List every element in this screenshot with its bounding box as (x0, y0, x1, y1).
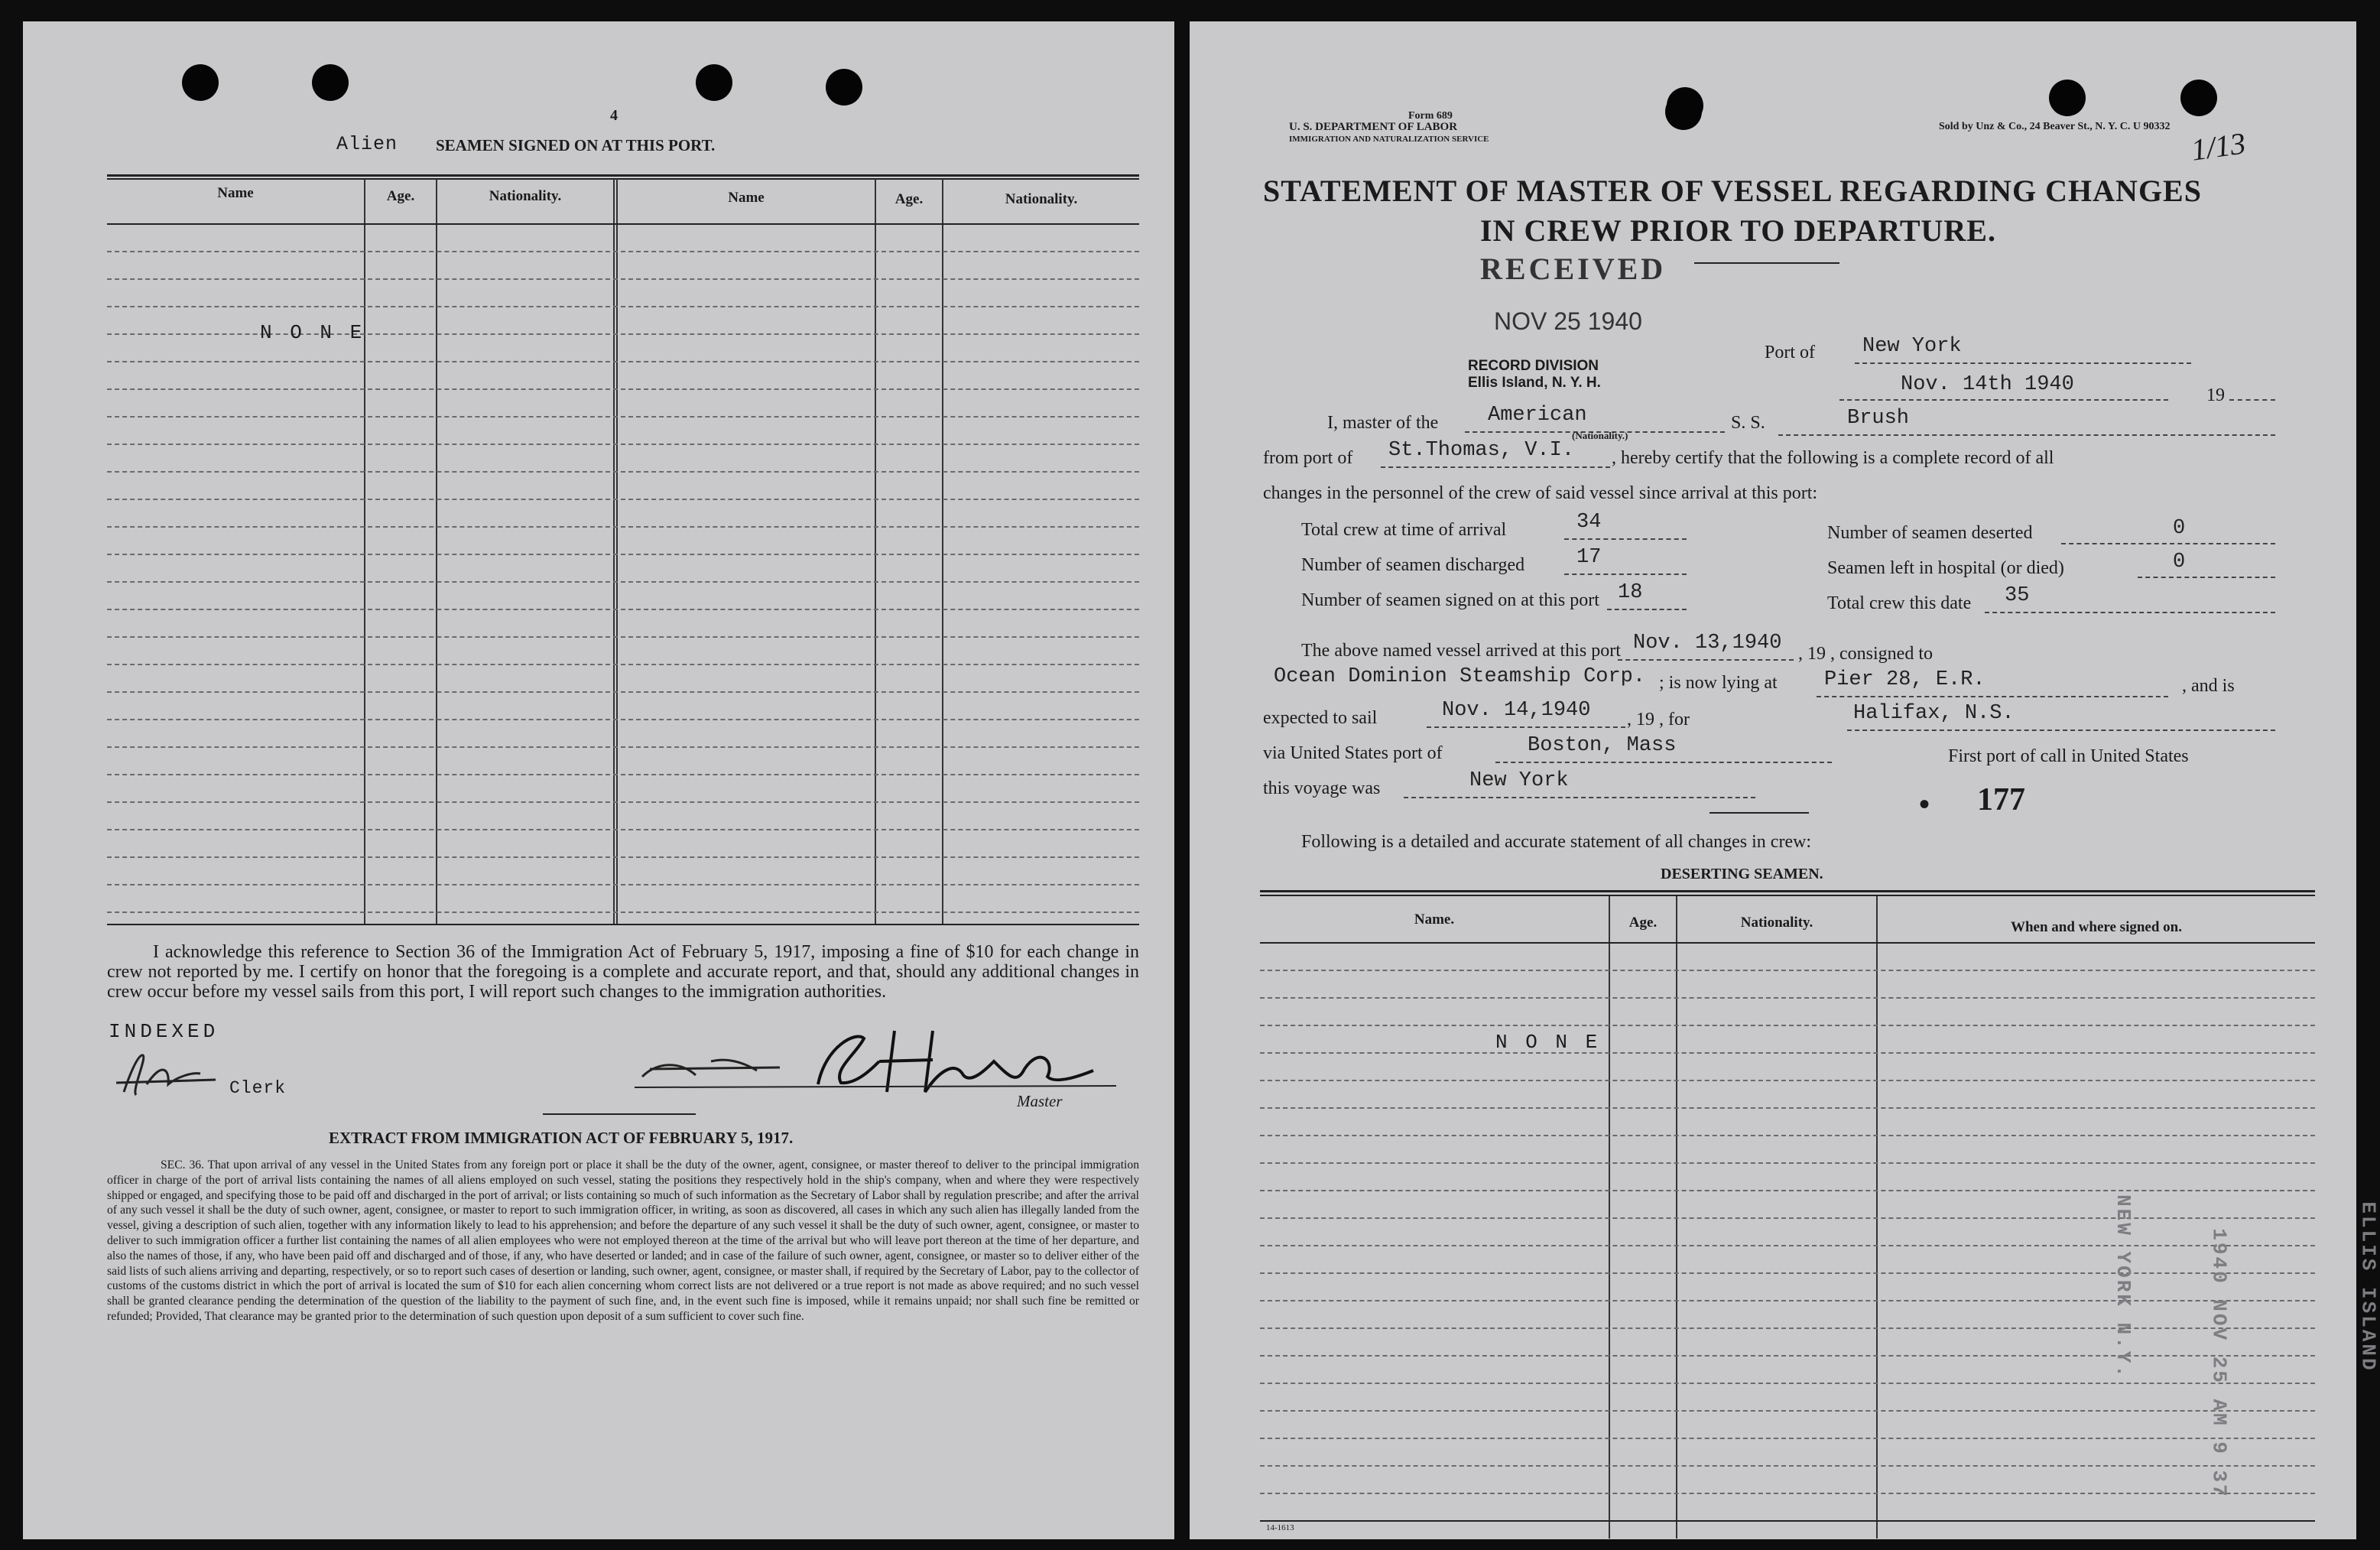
punch-hole (312, 64, 349, 101)
entry-none: N O N E (260, 321, 365, 344)
stamp-ellis-island: ELLIS ISLAND (2356, 1201, 2380, 1373)
port-of-label: Port of (1765, 343, 1815, 362)
col-header-age: Age. (386, 188, 415, 204)
col-header-name: Name (728, 190, 765, 206)
stat-label-deserted: Number of seamen deserted (1827, 523, 2033, 543)
stamp-new-york: NEW YORK N.Y. (2111, 1194, 2135, 1379)
stamp-date: 1940 NOV 25 AM 9 37 (2207, 1228, 2231, 1499)
handwritten-mark: 1/13 (2189, 125, 2248, 167)
stat-label-total: Total crew this date (1827, 593, 1972, 613)
extract-text: SEC. 36. That upon arrival of any vessel in the United States from any foreign port or place it shall be the duty of the owner, agent, consignee, or master thereof to deliver to the principal immigration officer in charge of the port of arrival lists containing the names of all aliens employed on such vessel, stating the positions they respectively hold in the ship's company, when and where they were respectively shipped or engaged, and specifying those to be paid off and discharged in the port of arrival; or lists containing so much of such information as the Secretary of Labor shall by regulation prescribe; and after the arrival of any such vessel it shall be the duty of such owner, agent, consignee, or master to report to such immigration officer, in writing, as soon as discovered, all cases in which any such alien has illegally landed from the vessel, giving a description of such alien, together with any information likely to lead to his apprehension; and before the departure of any such vessel it shall be the duty of such owner, agent, consignee, or master to deliver to such immigration officer a further list containing the names of all alien employees who were not employed thereon at the time of the arrival but who will leave port thereon at the time of her departure, and also the names of those, if any, who have been paid off and discharged and of those, if any, who have deserted or landed; and in case of the failure of such owner, agent, consignee, or master so to deliver either of the said lists of such aliens arriving and departing, respectively, or so to report such cases of desertion or landing, such owner, agent, consignee, or master shall, if required by the Secretary of Labor, pay to the collector of customs of the customs district in which the port of arrival is located the sum of $10 for each alien concerning whom correct lists are not delivered or a true report is not made as above required; and no such vessel shall be granted clearance pending the determination of the question of the liability to the payment of such fine, and, in the event such fine is imposed, while it remains unpaid; nor shall such fine be remitted or refunded; Provided, That clearance may be granted prior to the determination of such question upon deposit of a sum sufficient to cover such fine. (107, 1158, 1139, 1323)
master-signature (627, 1015, 1147, 1107)
serial-dot: • (1919, 787, 1930, 821)
punch-hole (2049, 80, 2086, 116)
seller-label: Sold by Unz & Co., 24 Beaver St., N. Y. C. U 90332 (1939, 121, 2171, 132)
col-header-name: Name. (1414, 911, 1455, 928)
clerk-label: Clerk (229, 1078, 287, 1098)
entry-none: N O N E (1495, 1031, 1601, 1054)
nationality-caption: (Nationality.) (1572, 430, 1628, 441)
from-port-label: from port of (1263, 448, 1353, 468)
stat-label-hospital: Seamen left in hospital (or died) (1827, 558, 2064, 578)
indexed-label: INDEXED (109, 1020, 219, 1043)
and-is-label: , and is (2182, 676, 2235, 696)
following-text: Following is a detailed and accurate statement of all changes in crew: (1301, 832, 1812, 852)
form-title-line2: IN CREW PRIOR TO DEPARTURE. (1480, 213, 1996, 248)
stat-label-signed-on: Number of seamen signed on at this port (1301, 590, 1599, 610)
punch-hole (826, 69, 862, 106)
date-suffix: 19 (2206, 385, 2225, 405)
consignee-value: Ocean Dominion Steamship Corp. (1274, 665, 1646, 688)
acknowledgment-text: I acknowledge this reference to Section 36 of the Immigration Act of February 5, 1917, imposing a fine of $10 for each change in crew not reported by me. I certify on honor that the foregoing is a complete and accurate report, and that, should any additional changes in crew occur before my vessel sails from this port, I will report such changes to the immigration authorities. (107, 942, 1139, 1002)
master-of-the-label: I, master of the (1327, 413, 1439, 433)
col-header-nationality: Nationality. (1005, 191, 1078, 207)
ss-value: Brush (1847, 407, 1910, 430)
col-header-age: Age. (1628, 915, 1658, 931)
stat-value-arrival: 34 (1576, 511, 1602, 534)
master-label: Master (1017, 1092, 1063, 1110)
footer-code: 14-1613 (1266, 1523, 1294, 1532)
via-value: Boston, Mass (1528, 734, 1677, 757)
lying-label: ; is now lying at (1659, 673, 1778, 693)
nationality-value: American (1488, 404, 1587, 427)
punch-hole (182, 64, 219, 101)
date-value: Nov. 14th 1940 (1901, 373, 2074, 396)
serial-number: 177 (1977, 782, 2025, 817)
received-date: NOV 25 1940 (1494, 307, 1642, 335)
lying-value: Pier 28, E.R. (1824, 668, 1985, 691)
record-division: RECORD DIVISION (1468, 358, 1599, 374)
ellis-island-label: Ellis Island, N. Y. H. (1468, 375, 1601, 391)
expected-label: expected to sail (1263, 708, 1378, 728)
col-header-nationality: Nationality. (1740, 915, 1813, 931)
stat-value-signed-on: 18 (1618, 581, 1643, 604)
form-title-line1: STATEMENT OF MASTER OF VESSEL REGARDING CHANGES (1263, 174, 2202, 208)
voyage-label: this voyage was (1263, 778, 1381, 798)
stat-value-hospital: 0 (2173, 551, 2186, 574)
consigned-label: , 19 , consigned to (1798, 644, 1933, 664)
col-header-nationality: Nationality. (489, 188, 562, 204)
alien-label: Alien (336, 133, 398, 155)
punch-hole (1665, 93, 1702, 130)
department-label: U. S. DEPARTMENT OF LABOR (1289, 121, 1458, 133)
certify-text-2: changes in the personnel of the crew of said vessel since arrival at this port: (1263, 483, 1818, 503)
extract-title: EXTRACT FROM IMMIGRATION ACT OF FEBRUARY 5, 1917. (329, 1129, 794, 1147)
form-number: Form 689 (1408, 110, 1453, 122)
via-label: via United States port of (1263, 743, 1443, 763)
first-port-label: First port of call in United States (1948, 746, 2189, 766)
stat-label-arrival: Total crew at time of arrival (1301, 520, 1507, 540)
from-port-value: St.Thomas, V.I. (1388, 439, 1575, 462)
voyage-value: New York (1469, 769, 1569, 792)
clerk-initials-signature (109, 1046, 261, 1107)
for-label: , 19 , for (1627, 710, 1690, 730)
col-header-age: Age. (895, 191, 924, 207)
right-page (1190, 21, 2380, 1539)
ss-label: S. S. (1731, 413, 1765, 433)
certify-text: , hereby certify that the following is a complete record of all (1612, 448, 2054, 468)
page-number: 4 (610, 107, 618, 124)
col-header-name: Name (217, 185, 254, 201)
stat-label-discharged: Number of seamen discharged (1301, 555, 1525, 575)
for-value: Halifax, N.S. (1853, 702, 2015, 725)
received-stamp: RECEIVED (1480, 252, 1667, 286)
port-of-value: New York (1862, 335, 1962, 358)
stat-value-total: 35 (2005, 584, 2030, 607)
stat-value-deserted: 0 (2173, 517, 2186, 540)
col-header-when-where: When and where signed on. (2010, 919, 2182, 935)
punch-hole (696, 64, 732, 101)
section-title: SEAMEN SIGNED ON AT THIS PORT. (436, 136, 716, 154)
deserting-title: DESERTING SEAMEN. (1661, 866, 1823, 882)
expected-value: Nov. 14,1940 (1442, 699, 1591, 722)
left-page (23, 21, 1174, 1539)
service-label: IMMIGRATION AND NATURALIZATION SERVICE (1289, 135, 1489, 144)
arrived-label: The above named vessel arrived at this port (1301, 641, 1621, 661)
stat-value-discharged: 17 (1576, 546, 1602, 569)
punch-hole (2180, 80, 2217, 116)
arrived-value: Nov. 13,1940 (1633, 632, 1782, 655)
